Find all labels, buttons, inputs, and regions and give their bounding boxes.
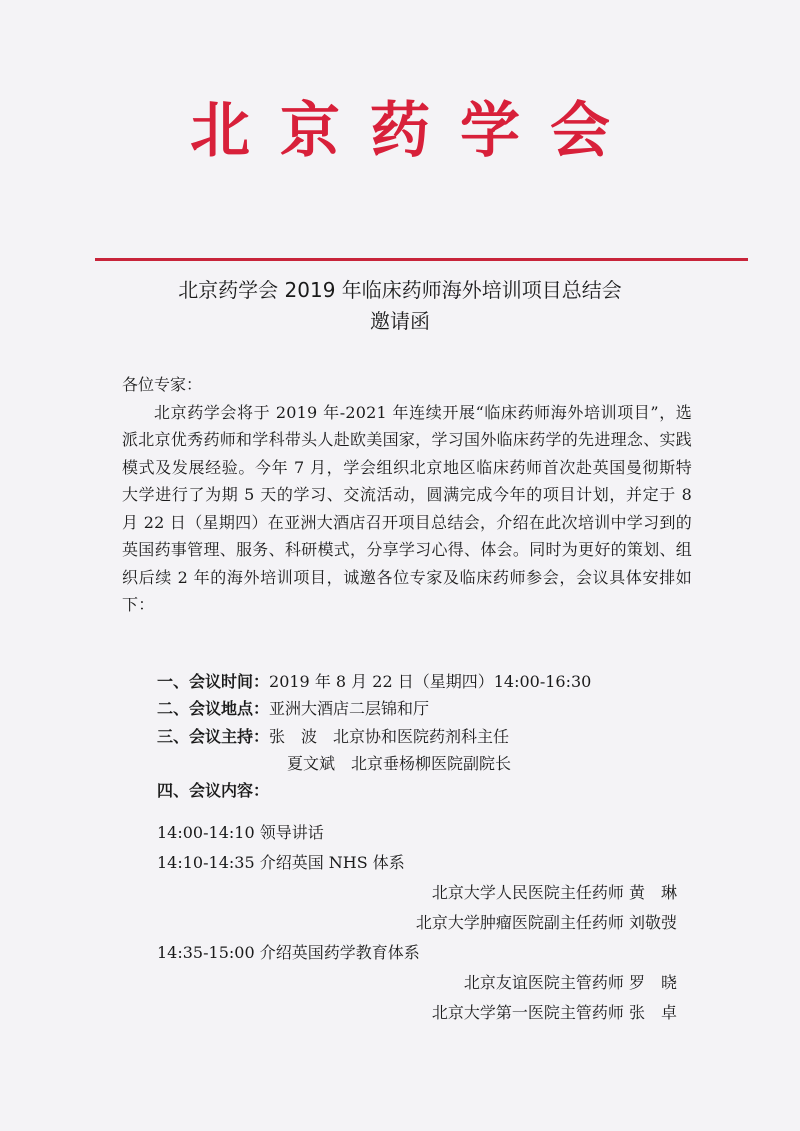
- meeting-place-label: 二、会议地点：: [157, 699, 270, 719]
- title-line-2: 邀请函: [370, 309, 430, 333]
- agenda-item: 14:35-15:00 介绍英国药学教育体系: [157, 943, 420, 962]
- meeting-host-1: 张 波 北京协和医院药剂科主任: [269, 726, 510, 746]
- letterhead-org-name: 北京药学会: [190, 96, 640, 166]
- meeting-host-row-2: [157, 750, 697, 777]
- body-paragraph: 北京药学会将于 2019 年-2021 年连续开展“临床药师海外培训项目”，选派北京优秀药师和学科带头人赴欧美国家，学习国外临床药学的先进理念、实践模式及发展经验。今年 7 月，学会组织北京地区临床药师首次赴英国曼彻斯特大学进行了为期 5 天的学习、交流活动，圆满完成今年的项目计划，并定于 8 月 22 日（星期四）在亚洲大酒店召开项目总结会，介绍在此次培训中学习到的英国药事管理、服务、科研模式，分享学习心得、体会。同时为更好的策划、组织后续 2 年的海外培训项目，诚邀各位专家及临床药师参会，会议具体安排如下：: [122, 402, 692, 614]
- agenda-list: [157, 818, 677, 1028]
- meeting-place-value: 亚洲大酒店二层锦和厅: [269, 699, 430, 719]
- agenda-speaker: 北京大学肿瘤医院副主任药师 刘敬弢: [415, 913, 677, 932]
- agenda-item: 14:10-14:35 介绍英国 NHS 体系: [157, 853, 405, 872]
- letterhead-divider: [95, 258, 748, 261]
- meeting-host-label: 三、会议主持：: [157, 726, 270, 746]
- meeting-content-label: 四、会议内容：: [157, 781, 270, 801]
- agenda-speaker: 北京友谊医院主管药师 罗 晓: [463, 973, 677, 992]
- meeting-details: [157, 668, 697, 804]
- meeting-time-label: 一、会议时间：: [157, 672, 270, 691]
- agenda-item: 14:00-14:10 领导讲话: [157, 823, 324, 842]
- agenda-speaker: 北京大学第一医院主管药师 张 卓: [431, 1003, 677, 1022]
- document-title: [0, 275, 800, 337]
- agenda-speaker: 北京大学人民医院主任药师 黄 琳: [431, 883, 677, 902]
- meeting-host-2: 夏文斌 北京垂杨柳医院副院长: [287, 753, 512, 773]
- meeting-host-row: [157, 723, 697, 750]
- meeting-time-value: 2019 年 8 月 22 日（星期四）14:00-16:30: [269, 672, 592, 691]
- meeting-content-row: [157, 777, 697, 804]
- letter-body: [122, 371, 692, 619]
- meeting-time-row: [157, 668, 697, 695]
- meeting-place-row: [157, 695, 697, 722]
- salutation: 各位专家：: [122, 375, 203, 394]
- title-line-1: 北京药学会 2019 年临床药师海外培训项目总结会: [178, 278, 622, 302]
